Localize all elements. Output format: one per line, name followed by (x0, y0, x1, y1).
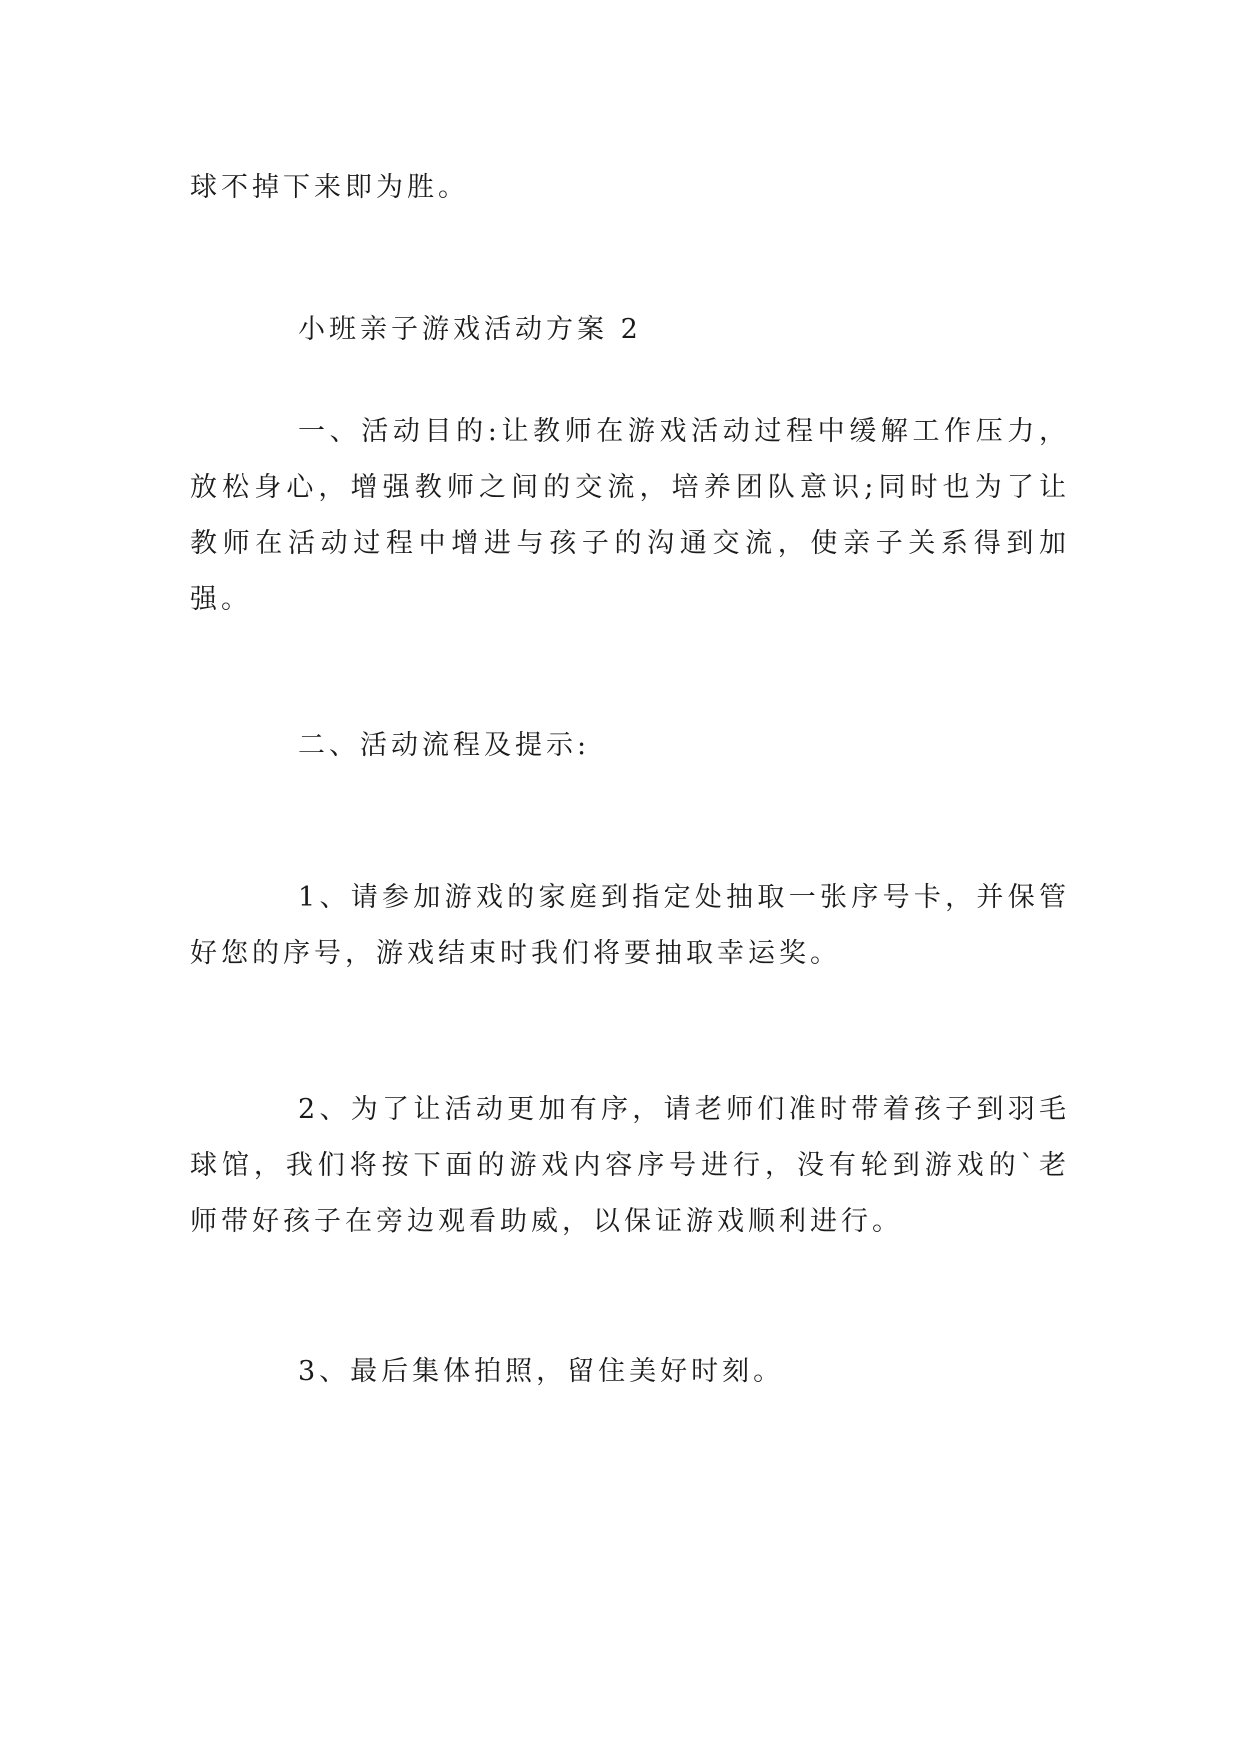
continuation-text: 球不掉下来即为胜。 (190, 172, 469, 203)
document-title: 小班亲子游戏活动方案 2 (298, 314, 642, 345)
list-item-1: 1、请参加游戏的家庭到指定处抽取一张序号卡，并保管好您的序号，游戏结束时我们将要抽取幸运奖。 (190, 882, 1070, 969)
list-item-3: 3、最后集体拍照，留住美好时刻。 (298, 1356, 785, 1387)
section-process-heading: 二、活动流程及提示: (298, 730, 591, 761)
list-item-2: 2、为了让活动更加有序，请老师们准时带着孩子到羽毛球馆，我们将按下面的游戏内容序号进行，没有轮到游戏的`老师带好孩子在旁边观看助威，以保证游戏顺利进行。 (190, 1094, 1070, 1237)
section-purpose: 一、活动目的:让教师在游戏活动过程中缓解工作压力，放松身心，增强教师之间的交流，培养团队意识;同时也为了让教师在活动过程中增进与孩子的沟通交流，使亲子关系得到加强。 (190, 416, 1070, 615)
